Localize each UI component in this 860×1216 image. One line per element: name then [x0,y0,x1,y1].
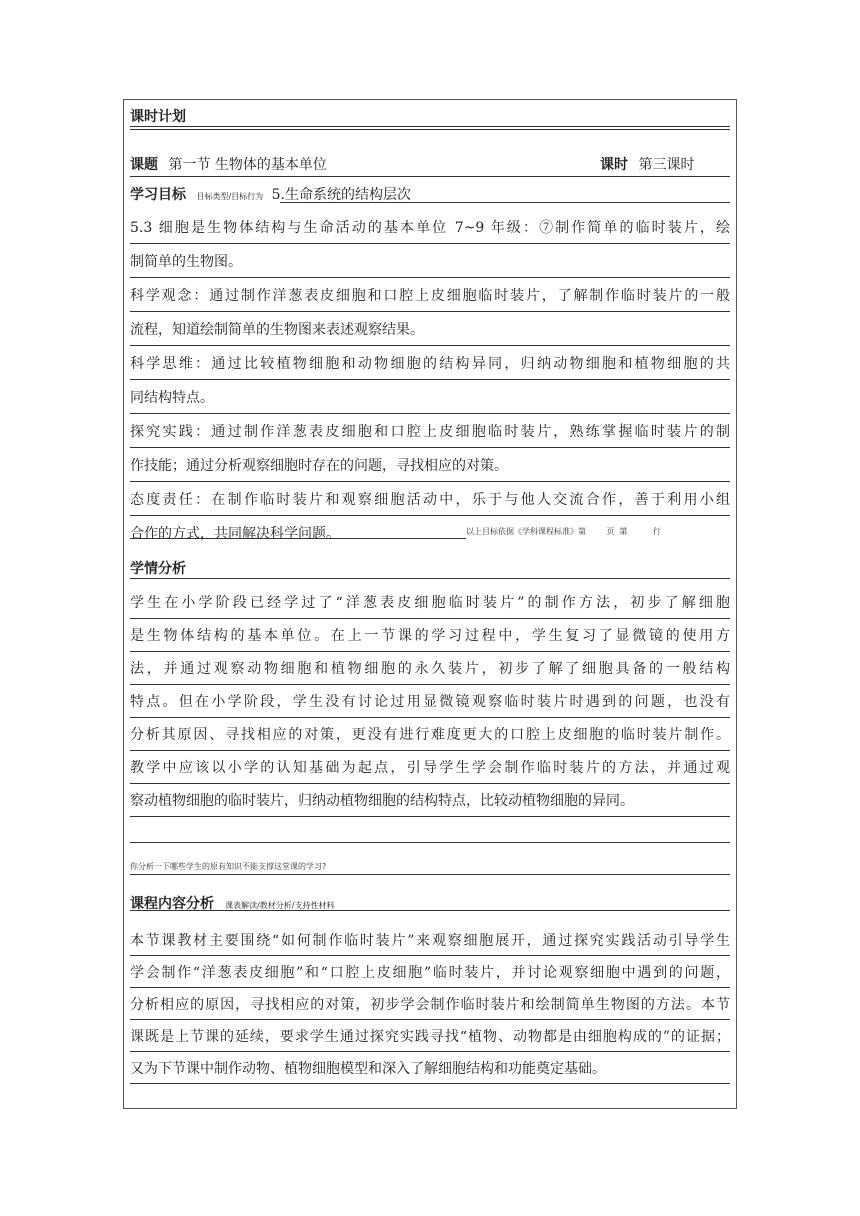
goals-label: 学习目标 [130,187,186,203]
analysis-text [130,587,730,818]
content-line: 课既是上节课的延续，要求学生通过探究实践寻找“植物、动物都是由细胞构成的”的证据； [130,1021,730,1053]
blank-line [130,842,730,843]
content-analysis-text [130,925,730,1085]
content-line: 学会制作“洋葱表皮细胞”和“口腔上皮细胞”临时装片，并讨论观察细胞中遇到的问题， [130,957,730,989]
content-analysis-sublabel: 课表解读/教材分析/支持性材料 [225,901,335,910]
goal-line: 科学思维：通过比较植物细胞和动物细胞的结构异同，归纳动物细胞和植物细胞的共 [130,347,730,381]
prompt-divider [130,874,730,875]
goal-line: 科学观念：通过制作洋葱表皮细胞和口腔上皮细胞临时装片，了解制作临时装片的一般 [130,279,730,313]
goals-standard-underline [280,202,730,203]
analysis-line: 分析其原因、寻找相应的对策，更没有进行难度更大的口腔上皮细胞的临时装片制作。 [130,719,730,752]
content-line: 分析相应的原因，寻找相应的对策，初步学会制作临时装片和绘制简单生物图的方法。本节 [130,989,730,1021]
analysis-line: 察动植物细胞的临时装片，归纳动植物细胞的结构特点，比较动植物细胞的异同。 [130,785,730,818]
goal-line: 合作的方式，共同解决科学问题。 [130,526,340,542]
goal-line: 探究实践：通过制作洋葱表皮细胞和口腔上皮细胞临时装片，熟练掌握临时装片的制 [130,415,730,449]
topic-label: 课题 [130,157,158,173]
goal-last-underline [130,538,466,539]
analysis-label: 学情分析 [130,561,186,577]
analysis-line: 学生在小学阶段已经学过了“洋葱表皮细胞临时装片”的制作方法，初步了解细胞 [130,587,730,620]
analysis-line: 是生物体结构的基本单位。在上一节课的学习过程中，学生复习了显微镜的使用方 [130,620,730,653]
goals-standard: 5.生命系统的结构层次 [271,187,411,203]
goals-sublabel: 目标类型/目标行为 [196,192,264,201]
topic-value: 第一节 生物体的基本单位 [168,157,327,173]
topic-divider [130,176,730,177]
title-divider [130,126,730,130]
analysis-line: 教学中应该以小学的认知基础为起点，引导学生学会制作临时装片的方法，并通过观 [130,752,730,785]
analysis-line: 特点。但在小学阶段，学生没有讨论过用显微镜观察临时装片时遇到的问题，也没有 [130,686,730,719]
period-label: 课时 [600,157,628,173]
period-value: 第三课时 [638,157,695,173]
analysis-prompt: 你分析一下哪些学生的原有知识不能支撑这堂课的学习? [130,862,327,871]
page-title: 课时计划 [130,109,186,125]
goal-line: 制简单的生物图。 [130,245,730,279]
goal-line: 作技能；通过分析观察细胞时存在的问题，寻找相应的对策。 [130,449,730,483]
content-line: 本节课教材主要围绕“如何制作临时装片”来观察细胞展开，通过探究实践活动引导学生 [130,925,730,957]
content-analysis-label: 课程内容分析 [130,896,214,912]
goals-source-note: 以上目标依据《学科课程标准》第 页 第 行 [466,527,661,536]
goal-line: 态度责任：在制作临时装片和观察细胞活动中，乐于与他人交流合作，善于利用小组 [130,483,730,517]
content-line: 又为下节课中制作动物、植物细胞模型和深入了解细胞结构和功能奠定基础。 [130,1053,730,1085]
goal-line: 流程，知道绘制简单的生物图来表述观察结果。 [130,313,730,347]
goal-line: 5.3 细胞是生物体结构与生命活动的基本单位 7~9 年级：⑦制作简单的临时装片，绘 [130,211,730,245]
analysis-line: 法，并通过观察动物细胞和植物细胞的永久装片，初步了解了细胞具备的一般结构 [130,653,730,686]
analysis-divider [130,578,730,579]
topic-row [130,154,730,174]
goal-line: 同结构特点。 [130,381,730,415]
goals-header [130,184,730,204]
content-analysis-divider [130,910,730,911]
goals-text [130,211,730,564]
